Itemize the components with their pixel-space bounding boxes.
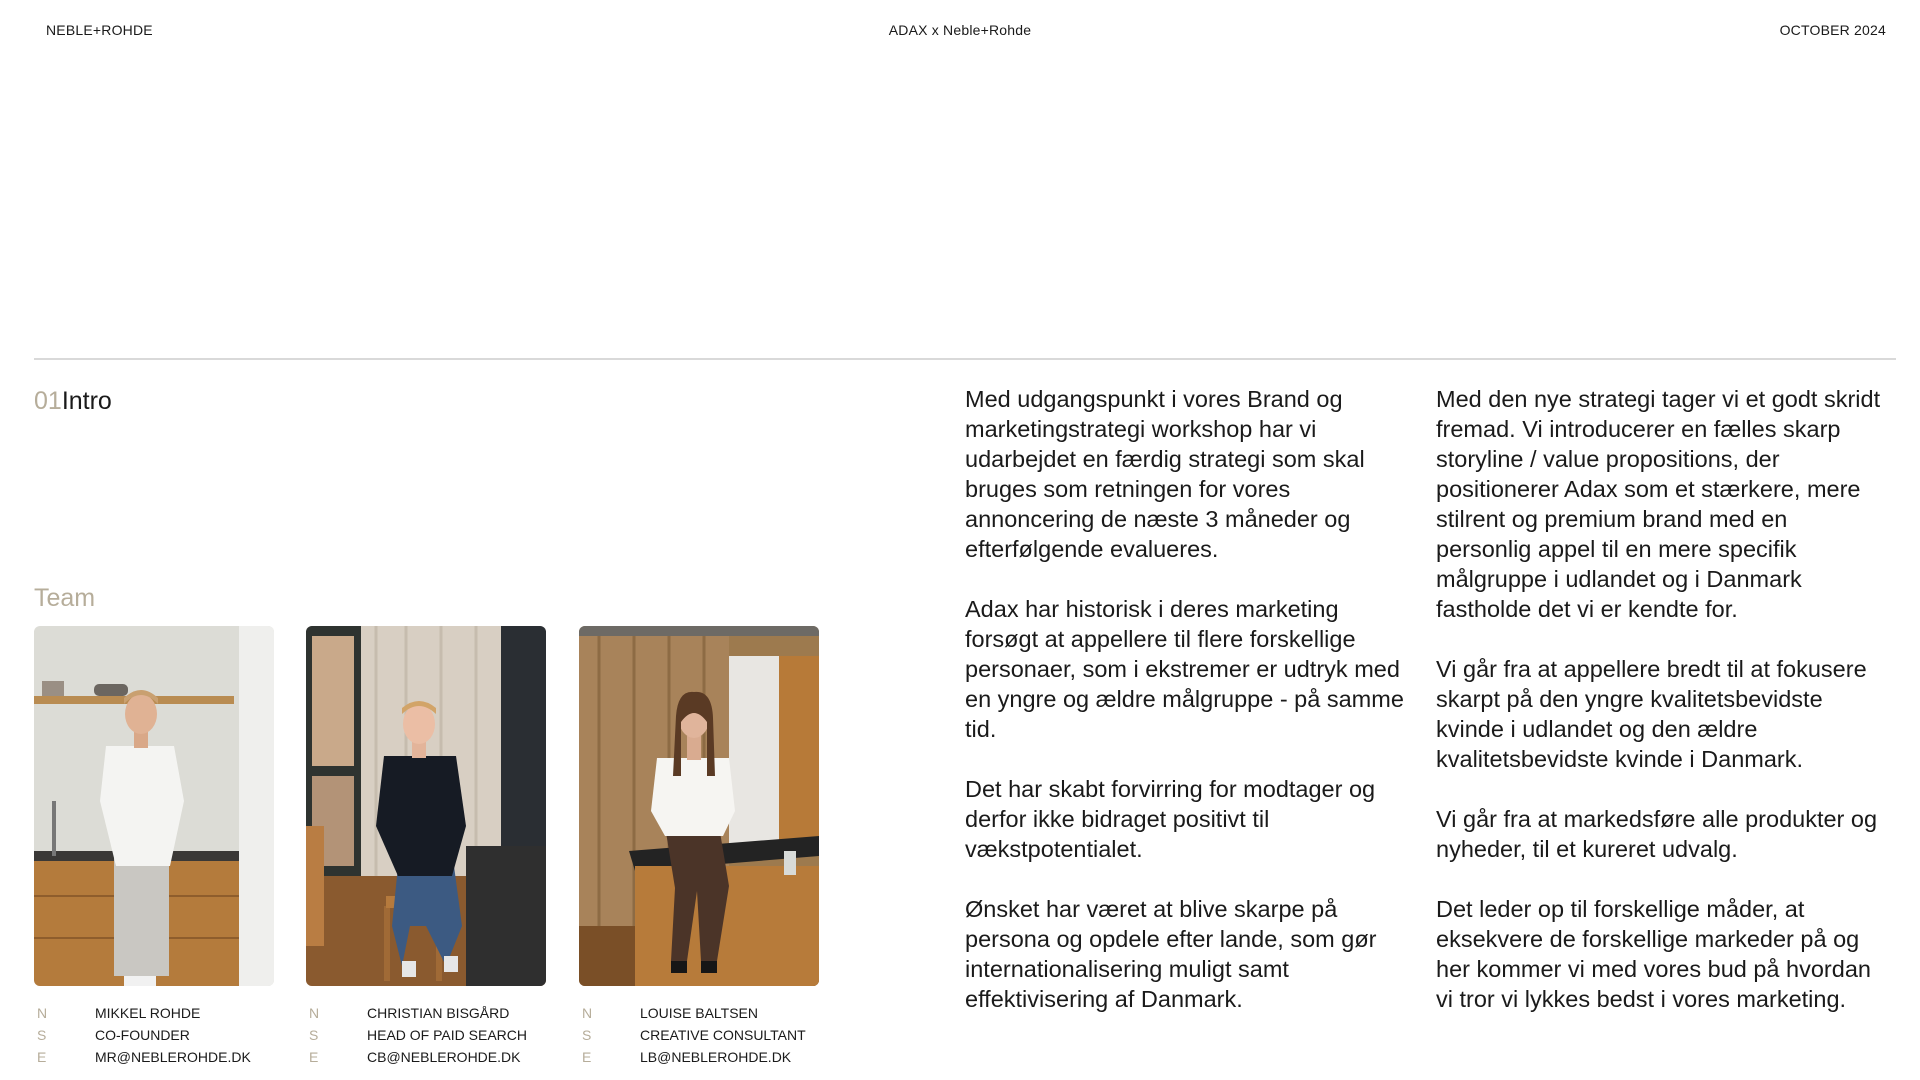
role-row <box>309 1024 569 1046</box>
email-row <box>582 1046 842 1068</box>
team-member-info <box>37 1002 297 1068</box>
role-label: S <box>582 1027 592 1043</box>
team-photo-christian <box>306 626 546 986</box>
email-row <box>309 1046 569 1068</box>
name-label: N <box>37 1005 48 1021</box>
name-row <box>37 1002 297 1024</box>
member-email: MR@NEBLEROHDE.DK <box>95 1049 251 1065</box>
role-row <box>37 1024 297 1046</box>
team-heading: Team <box>34 584 96 612</box>
paragraph: Med udgangspunkt i vores Brand og marketingstrategi workshop har vi udarbejdet en færdig strategi som skal bruges som retningen for vores annoncering de næste 3 måneder og efterfølgende evalueres. <box>965 386 1365 562</box>
document-date: OCTOBER 2024 <box>1779 22 1886 38</box>
paragraph: Adax har historisk i deres marketing forsøgt at appellere til flere forskellige personaer, som i ekstremer er udtryk med en yngre og ældre målgruppe - på samme tid. <box>965 596 1404 742</box>
member-email: CB@NEBLEROHDE.DK <box>367 1049 521 1065</box>
team-photo-louise <box>579 626 819 986</box>
name-label: N <box>582 1005 593 1021</box>
member-email: LB@NEBLEROHDE.DK <box>640 1049 792 1065</box>
paragraph: Med den nye strategi tager vi et godt skridt fremad. Vi introducerer en fælles skarp storyline / value propositions, der positionerer Adax som et stærkere, mere stilrent og premium brand med en personlig appel til en mere specifik målgruppe i udlandet og i Danmark fastholde det vi er kendte for. <box>1436 386 1881 622</box>
brand-logo: NEBLE+ROHDE <box>46 22 153 38</box>
name-label: N <box>309 1005 320 1021</box>
role-label: S <box>37 1027 47 1043</box>
name-row <box>309 1002 569 1024</box>
email-label: E <box>309 1049 319 1065</box>
section-number: 01 <box>34 387 62 415</box>
document-title: ADAX x Neble+Rohde <box>888 22 1032 38</box>
member-name: LOUISE BALTSEN <box>640 1005 759 1021</box>
name-row <box>582 1002 842 1024</box>
email-row <box>37 1046 297 1068</box>
intro-text-column-left <box>965 384 1415 1044</box>
paragraph: Vi går fra at appellere bredt til at fokusere skarpt på den yngre kvalitetsbevidste kvinde i udlandet og den ældre kvalitetsbevidste kvinde i Danmark. <box>1436 656 1867 772</box>
email-label: E <box>37 1049 47 1065</box>
intro-text-column-right <box>1436 384 1886 1044</box>
paragraph: Det har skabt forvirring for modtager og derfor ikke bidraget positivt til vækstpotentialet. <box>965 776 1376 862</box>
paragraph: Det leder op til forskellige måder, at eksekvere de forskellige markeder på og her kommer vi med vores bud på hvordan vi tror vi lykkes bedst i vores marketing. <box>1436 896 1871 1012</box>
section-divider <box>34 358 1896 360</box>
section-title: Intro <box>61 387 112 415</box>
member-name: CHRISTIAN BISGÅRD <box>367 1005 510 1021</box>
paragraph: Vi går fra at markedsføre alle produkter og nyheder, til et kureret udvalg. <box>1436 806 1878 862</box>
member-role: CREATIVE CONSULTANT <box>640 1027 806 1043</box>
team-member-info <box>582 1002 842 1068</box>
paragraph: Ønsket har været at blive skarpe på persona og opdele efter lande, som gør internationalisering muligt samt effektivisering af Danmark. <box>965 896 1377 1012</box>
member-role: CO-FOUNDER <box>95 1027 190 1043</box>
email-label: E <box>582 1049 592 1065</box>
role-label: S <box>309 1027 319 1043</box>
member-name: MIKKEL ROHDE <box>95 1005 201 1021</box>
section-heading <box>34 386 112 416</box>
team-member-info <box>309 1002 569 1068</box>
role-row <box>582 1024 842 1046</box>
team-photo-mikkel <box>34 626 274 986</box>
member-role: HEAD OF PAID SEARCH <box>367 1027 527 1043</box>
